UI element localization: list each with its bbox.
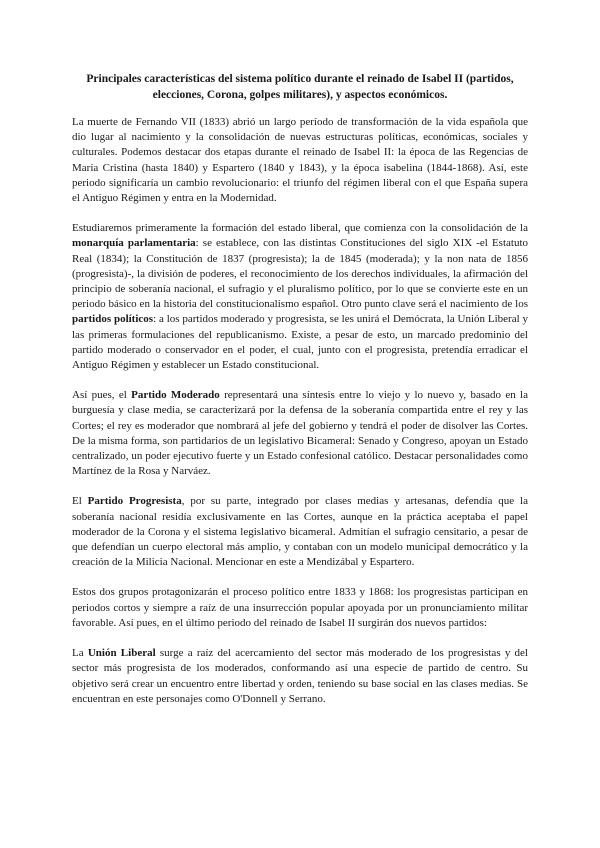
paragraph-intro bbox=[72, 115, 528, 206]
bold-term-progresista: Partido Progresista bbox=[87, 495, 182, 508]
bold-term-union-liberal: Unión Liberal bbox=[87, 647, 156, 660]
paragraph-text: La muerte de Fernando VII (1833) abrió un largo período de transformación de la vida española que dio lugar al nacimiento y la consolidación de nuevas estructuras políticas, económicas, sociales y culturales. Podemos destacar dos etapas durante el reinado de Isabel II: la época de las Regencias de María Cristina (hasta 1840) y Espartero (1840 y 1843), y la época isabelina (1844-1868). Así, este periodo significaría un cambio revolucionario: el triunfo del régimen liberal con el que España supera el Antiguo Régimen y entra en la Modernidad. bbox=[72, 116, 528, 205]
paragraph-text: representará una síntesis entre lo viejo y lo nuevo y, basado en la burguesía y clase media, se caracterizará por la defensa de la soberanía compartida entre el rey y las Cortes; el rey es moderador que nombrará al jefe del gobierno y tendrá el poder de disolver las Cortes. De la misma forma, son partidarios de un legislativo Bicameral: Senado y Congreso, apoyan un Estado centralizado, un poder ejecutivo fuerte y un Estado confesional católico. Destacar personalidades como Martínez de la Rosa y Narváez. bbox=[72, 389, 528, 478]
paragraph-union-liberal bbox=[72, 646, 528, 707]
paragraph-text: El bbox=[72, 495, 88, 508]
paragraph-text: Estos dos grupos protagonizarán el proceso político entre 1833 y 1868: los progresistas participan en periodos cortos y siempre a raíz de una insurrección popular apoyada por un pronunciamiento militar favorable. Así pues, en el último periodo del reinado de Isabel II surgirán dos nuevos partidos: bbox=[72, 586, 528, 629]
bold-term-partidos: partidos políticos bbox=[72, 313, 154, 326]
bold-term-moderado: Partido Moderado bbox=[131, 389, 220, 402]
bold-term-monarquia: monarquía parlamentaria bbox=[72, 237, 196, 250]
paragraph-text: surge a raíz del acercamiento del sector más moderado de los progresistas y del sector más progresista de los moderados, conformando así una especie de partido de centro. Su objetivo será crear un encuentro entre libertad y orden, teniendo su base social en las clases medias. Se encuentran en este personajes como O'Donnell y Serrano. bbox=[72, 647, 528, 705]
document-title: Principales características del sistema político durante el reinado de Isabel II (partidos, elecciones, Corona, golpes militares), y aspectos económicos. bbox=[86, 73, 514, 101]
paragraph-text: : se establece, con las distintas Constituciones del siglo XIX -el Estatuto Real (1834); la Constitución de 1837 (progresista); la de 1845 (moderada); y la non nata de 1856 (progresista)-, la división de poderes, el reconocimiento de los derechos individuales, la afirmación del principio de soberanía nacional, el sufragio y el pluralismo político, por lo que se convierte este en un periodo básico en la historia del constitucionalismo español. Otro punto clave será el nacimiento de los bbox=[72, 237, 528, 311]
paragraph-liberal-state bbox=[72, 221, 528, 373]
paragraph-political-process bbox=[72, 585, 528, 631]
paragraph-text: : a los partidos moderado y progresista, se les unirá el Demócrata, la Unión Liberal y las primeras formulaciones del republicanismo. Existe, a pesar de esto, un marcado predominio del partido moderado o conservador en el poder, el cual, junto con el progresista, pretendía erradicar el Antiguo Régimen y establecer un Estado constitucional. bbox=[72, 313, 528, 372]
paragraph-text: Así pues, el bbox=[72, 389, 132, 402]
paragraph-partido-moderado bbox=[72, 388, 528, 479]
paragraph-text: , por su parte, integrado por clases medias y artesanas, defendía que la soberanía nacional residía exclusivamente en las Cortes, aunque en la práctica aceptaba el papel moderador de la Corona y el sistema legislativo bicameral. Admitían el sufragio censitario, a pesar de que defendían un cuerpo electoral más amplio, y contaban con un modelo municipal democrático y la creación de la Milicia Nacional. Mencionar en este a Mendizábal y Espartero. bbox=[72, 495, 528, 569]
paragraph-text: Estudiaremos primeramente la formación del estado liberal, que comienza con la consolidación de la bbox=[72, 222, 528, 235]
paragraph-partido-progresista bbox=[72, 494, 528, 570]
paragraph-text: La bbox=[72, 647, 88, 660]
